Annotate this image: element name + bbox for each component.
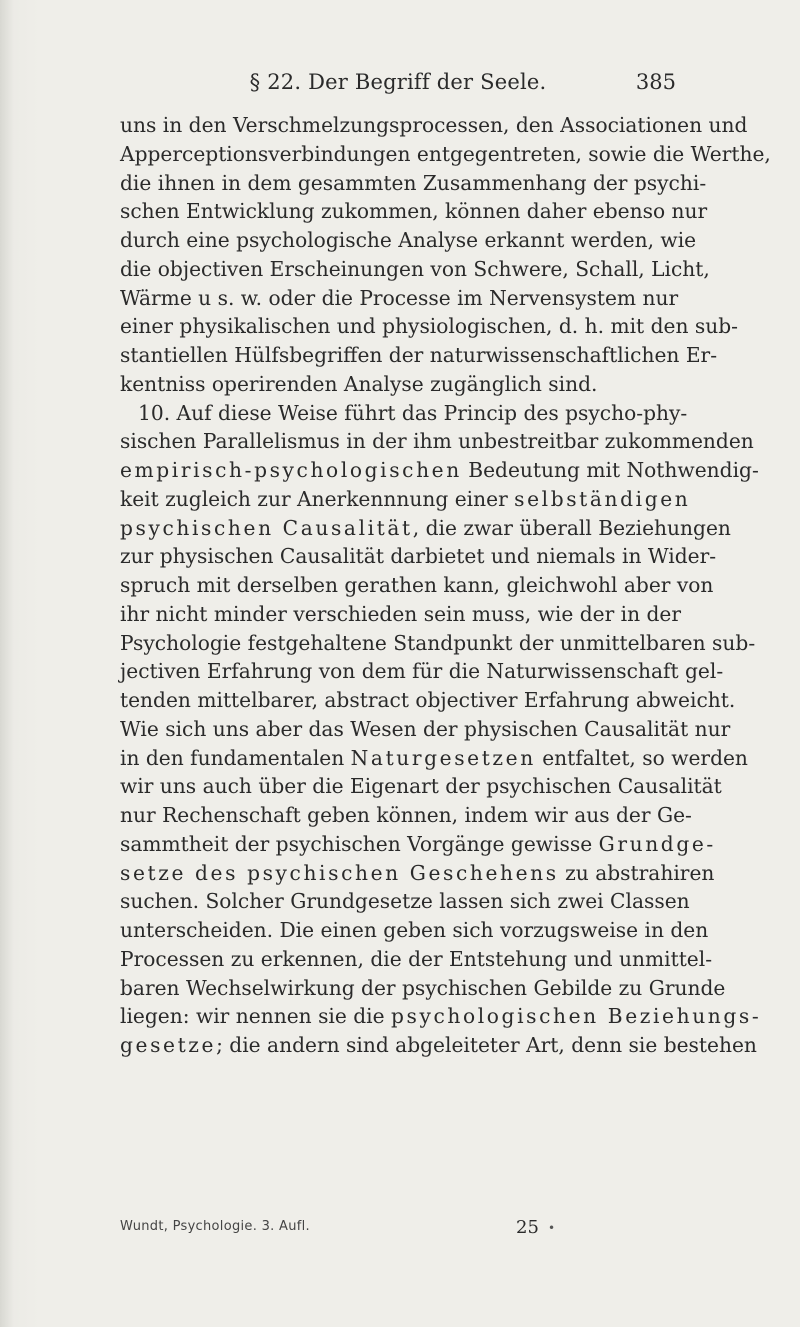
text-line: jectiven Erfahrung von dem für die Naturwissenschaft gel- [120, 659, 724, 684]
text-line [120, 485, 691, 514]
spaced-term: psychologischen Beziehungs- [391, 1004, 762, 1029]
text-segment: zu abstrahiren [558, 860, 715, 885]
spaced-term: Naturgesetzen [350, 745, 536, 770]
text-line: suchen. Solcher Grundgesetze lassen sich zwei Classen [120, 889, 690, 914]
text-line: einer physikalischen und physiologischen, d. h. mit den sub- [120, 314, 738, 339]
spaced-term: selbständigen [514, 486, 691, 511]
paragraph-1 [120, 111, 771, 399]
text-line: schen Entwicklung zukommen, können daher ebenso nur [120, 199, 708, 224]
text-line: Wärme u s. w. oder die Processe im Nervensystem nur [120, 285, 679, 310]
section-title: § 22. Der Begriff der Seele. [249, 70, 547, 94]
signature-mark: 25 [516, 1217, 539, 1238]
body-text [120, 111, 771, 1060]
text-line: unterscheiden. Die einen geben sich vorzugsweise in den [120, 918, 709, 942]
text-line [120, 1031, 757, 1060]
book-reference: Wundt, Psychologie. 3. Aufl. [120, 1219, 310, 1234]
text-line: spruch mit derselben gerathen kann, gleichwohl aber von [120, 573, 714, 597]
text-line: baren Wechselwirkung der psychischen Gebilde zu Grunde [120, 975, 726, 1000]
text-line [120, 744, 748, 773]
text-line: tenden mittelbarer, abstract objectiver Erfahrung abweicht. [120, 688, 736, 712]
text-line: Apperceptionsverbindungen entgegentreten, sowie die Werthe, [120, 141, 771, 166]
text-line: wir uns auch über die Eigenart der psychischen Causalität [120, 774, 722, 799]
text-line [120, 830, 716, 859]
text-line: Wie sich uns aber das Wesen der physischen Causalität nur [120, 716, 731, 741]
text-segment: ; die andern sind abgeleiteter Art, denn sie bestehen [216, 1033, 757, 1057]
text-line: 10. Auf diese Weise führt das Princip des psycho-phy- [138, 400, 688, 425]
text-line: sischen Parallelismus in der ihm unbestreitbar zukommenden [120, 429, 754, 454]
paragraph-2 [120, 399, 762, 1060]
text-segment: sammtheit der psychischen Vorgänge gewisse [120, 831, 599, 856]
bullet-mark: • [548, 1221, 556, 1235]
text-line [120, 514, 731, 543]
text-segment: Bedeutung mit Nothwendig- [461, 458, 759, 482]
running-header [120, 70, 676, 100]
text-line [120, 456, 759, 485]
text-segment: entfaltet, so werden [535, 745, 748, 770]
text-line: Psychologie festgehaltene Standpunkt der unmittelbaren sub- [120, 630, 756, 655]
spaced-term: psychischen Causalität [120, 515, 413, 540]
spaced-term: gesetze [120, 1033, 217, 1057]
spaced-term: empirisch-psychologischen [120, 458, 462, 482]
text-segment: liegen: wir nennen sie die [120, 1004, 391, 1029]
text-line: zur physischen Causalität darbietet und niemals in Wider- [120, 544, 717, 569]
text-line: Processen zu erkennen, die der Entstehung und unmittel- [120, 946, 713, 971]
text-segment: in den fundamentalen [120, 745, 351, 770]
spaced-term: Grundge- [598, 831, 716, 856]
text-segment: , die zwar überall Beziehungen [412, 515, 731, 540]
text-line [120, 1002, 762, 1031]
text-line: ihr nicht minder verschieden sein muss, wie der in der [120, 601, 682, 626]
page-number: 385 [635, 70, 676, 94]
text-line: stantiellen Hülfsbegriffen der naturwissenschaftlichen Er- [120, 343, 718, 367]
text-line: kentniss operirenden Analyse zugänglich sind. [120, 371, 598, 396]
text-line: die ihnen in dem gesammten Zusammenhang der psychi- [120, 170, 707, 195]
text-line: die objectiven Erscheinungen von Schwere, Schall, Licht, [120, 256, 710, 281]
text-segment: keit zugleich zur Anerkennnung einer [120, 486, 515, 511]
spaced-term: setze des psychischen Geschehens [120, 860, 559, 885]
text-line: durch eine psychologische Analyse erkannt werden, wie [120, 228, 697, 252]
text-line: nur Rechenschaft geben können, indem wir aus der Ge- [120, 803, 692, 827]
text-line: uns in den Verschmelzungsprocessen, den Associationen und [120, 113, 748, 137]
text-line [120, 859, 715, 888]
page-footer [120, 1219, 676, 1243]
